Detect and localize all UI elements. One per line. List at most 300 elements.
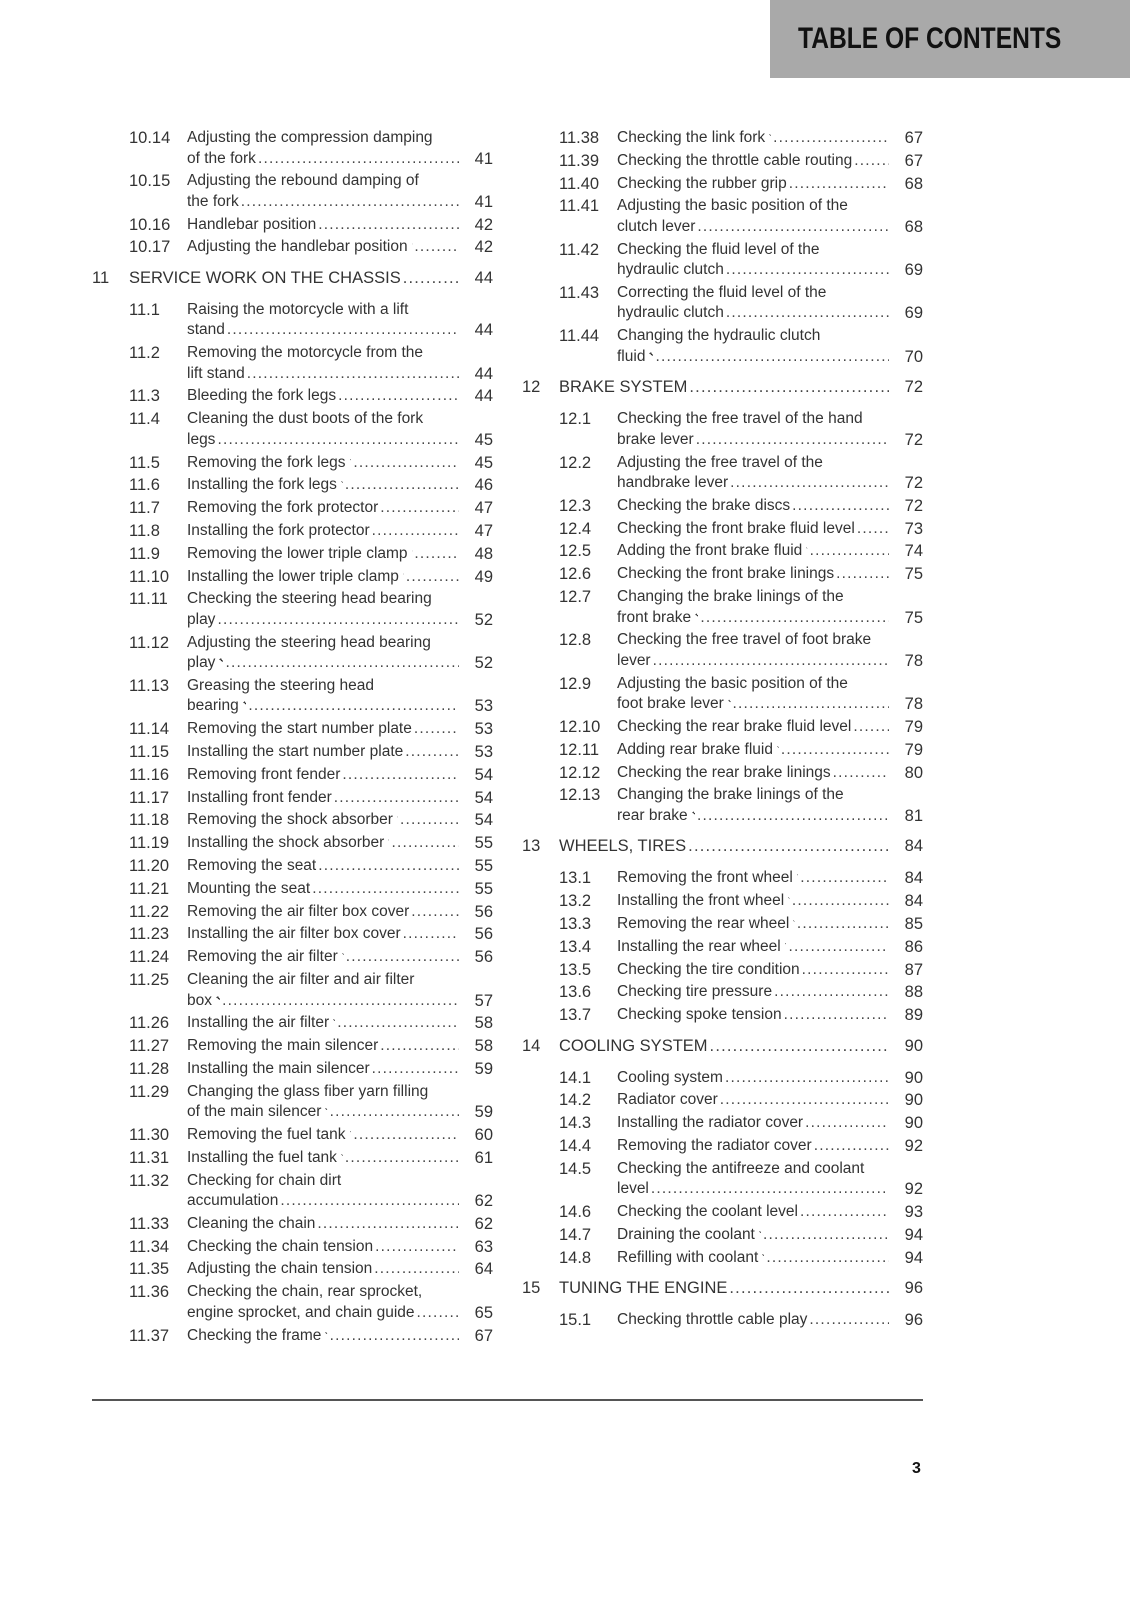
dot-leader: [405, 742, 459, 763]
section-number: 14.4: [559, 1137, 592, 1156]
toc-column-left: [92, 128, 493, 1348]
section-number: 14.5: [559, 1159, 592, 1178]
section-number: 11.27: [129, 1037, 170, 1056]
section-number: 11.18: [129, 811, 170, 830]
toc-entry[interactable]: [92, 1013, 493, 1034]
dot-leader: [248, 696, 459, 717]
toc-entry[interactable]: [522, 283, 923, 324]
section-title: Removing the rear wheel: [617, 914, 790, 932]
toc-column-right: [522, 128, 923, 1333]
toc-entry[interactable]: [92, 237, 493, 258]
dot-leader: [700, 608, 889, 629]
dot-leader: [330, 1326, 459, 1347]
toc-entry[interactable]: [92, 171, 493, 212]
section-page-number: 41: [474, 192, 493, 211]
section-page-number: 94: [904, 1225, 923, 1244]
section-number: 13.1: [559, 869, 592, 888]
dot-leader: [280, 1191, 459, 1212]
section-page-number: 55: [474, 879, 493, 898]
section-number: 11.3: [129, 387, 160, 406]
toc-entry[interactable]: [522, 326, 923, 367]
section-page-number: 84: [904, 869, 923, 888]
section-number: 11.42: [559, 240, 600, 259]
toc-entry[interactable]: [522, 1248, 923, 1269]
section-title: Checking the front brake linings: [617, 565, 835, 583]
section-title: box: [187, 991, 212, 1009]
section-number: 11.14: [129, 720, 170, 739]
wrench-icon: [759, 1225, 761, 1239]
section-page-number: 68: [904, 217, 923, 236]
dot-leader: [792, 496, 889, 517]
section-page-number: 42: [474, 238, 493, 257]
section-title: Removing the seat: [187, 857, 317, 875]
wrench-icon: [793, 914, 795, 928]
wrench-icon: [333, 1013, 335, 1027]
dot-leader: [222, 991, 459, 1012]
section-title: Installing the air filter: [187, 1014, 330, 1032]
section-page-number: 54: [474, 788, 493, 807]
section-page-number: 85: [904, 914, 923, 933]
section-number: 11.26: [129, 1014, 170, 1033]
dot-leader: [312, 879, 459, 900]
dot-leader: [375, 1237, 459, 1258]
toc-entry[interactable]: [92, 544, 493, 565]
section-number: 11.29: [129, 1082, 170, 1101]
toc-entry[interactable]: [92, 856, 493, 877]
toc-entry[interactable]: [522, 409, 923, 450]
section-page-number: 59: [474, 1103, 493, 1122]
section-number: 12.12: [559, 763, 601, 782]
section-number: 12.1: [559, 410, 592, 429]
dot-leader: [241, 192, 459, 213]
chapter-number: 13: [522, 837, 541, 856]
section-number: 14.2: [559, 1091, 592, 1110]
toc-entry[interactable]: [92, 128, 493, 169]
dot-leader: [729, 1277, 889, 1299]
toc-entry[interactable]: [522, 519, 923, 540]
dot-leader: [353, 453, 459, 474]
toc-entry[interactable]: [92, 498, 493, 519]
section-number: 10.14: [129, 129, 171, 147]
section-title: Adding the front brake fluid: [617, 542, 803, 560]
toc-chapter[interactable]: [522, 835, 923, 857]
section-number: 10.16: [129, 215, 171, 234]
section-title: Checking the rubber grip: [617, 174, 787, 192]
toc-chapter[interactable]: [522, 1277, 923, 1299]
toc-entry[interactable]: [522, 785, 923, 826]
section-number: 11.16: [129, 765, 170, 784]
toc-entry[interactable]: [92, 676, 493, 717]
section-title: Removing the motorcycle from the: [187, 344, 424, 362]
toc-entry[interactable]: [92, 300, 493, 341]
toc-entry[interactable]: [522, 717, 923, 738]
section-title: front brake: [617, 608, 692, 626]
section-number: 11.2: [129, 344, 160, 363]
section-page-number: 75: [904, 608, 923, 627]
dot-leader: [380, 498, 459, 519]
dot-leader: [781, 740, 889, 761]
toc-entry[interactable]: [92, 1259, 493, 1280]
toc-entry[interactable]: [522, 240, 923, 281]
section-title: Removing the main silencer: [187, 1037, 379, 1055]
section-page-number: 69: [904, 261, 923, 280]
section-title: Installing the front wheel: [617, 892, 785, 910]
toc-chapter[interactable]: [92, 267, 493, 289]
toc-entry[interactable]: [92, 1214, 493, 1235]
dot-leader: [733, 694, 889, 715]
section-page-number: 90: [904, 1091, 923, 1110]
toc-entry[interactable]: [92, 475, 493, 496]
toc-entry[interactable]: [522, 630, 923, 671]
toc-entry[interactable]: [92, 1237, 493, 1258]
section-title: Installing the start number plate: [187, 743, 404, 761]
section-page-number: 94: [904, 1248, 923, 1267]
section-page-number: 52: [474, 610, 493, 629]
section-page-number: 84: [904, 892, 923, 911]
section-number: 11.31: [129, 1148, 170, 1167]
section-title: rear brake: [617, 806, 688, 824]
section-number: 11.33: [129, 1214, 170, 1233]
section-page-number: 60: [474, 1126, 493, 1144]
section-number: 11.35: [129, 1260, 170, 1279]
toc-entry[interactable]: [92, 947, 493, 968]
section-title: Adjusting the rebound damping of: [187, 172, 419, 190]
section-title: engine sprocket, and chain guide: [187, 1303, 415, 1321]
section-number: 11.21: [129, 879, 170, 898]
dot-leader: [403, 267, 459, 289]
section-page-number: 55: [474, 857, 493, 876]
chapter-page-number: 44: [474, 268, 493, 287]
toc-entry[interactable]: [522, 151, 923, 172]
section-title: Checking the free travel of the hand: [617, 410, 863, 428]
section-title: Installing the fork protector: [187, 521, 370, 539]
toc-entry[interactable]: [92, 924, 493, 945]
section-number: 11.1: [129, 300, 160, 319]
toc-entry[interactable]: [92, 719, 493, 740]
section-number: 10.15: [129, 172, 171, 191]
section-page-number: 58: [474, 1014, 493, 1033]
section-title: Adjusting the basic position of the: [617, 674, 848, 692]
wrench-icon: [403, 567, 404, 581]
dot-leader: [697, 217, 889, 238]
section-title: play: [187, 610, 216, 628]
toc-chapter[interactable]: [522, 1035, 923, 1057]
section-number: 11.6: [129, 476, 160, 495]
section-number: 11.13: [129, 676, 170, 695]
section-title: Checking the steering head bearing: [187, 590, 432, 608]
toc-entry[interactable]: [522, 937, 923, 958]
section-title: Checking the rear brake linings: [617, 763, 831, 781]
section-page-number: 92: [904, 1137, 923, 1156]
section-number: 13.3: [559, 914, 592, 933]
toc-entry[interactable]: [522, 763, 923, 784]
toc-entry[interactable]: [92, 589, 493, 630]
section-title: Checking the frame: [187, 1326, 322, 1344]
toc-entry[interactable]: [522, 174, 923, 195]
toc-entry[interactable]: [522, 1068, 923, 1089]
section-page-number: 72: [904, 474, 923, 493]
dot-leader: [789, 174, 889, 195]
toc-entry[interactable]: [92, 1171, 493, 1212]
wrench-icon: [412, 544, 413, 558]
section-title: Checking for chain dirt: [187, 1171, 342, 1189]
toc-entry[interactable]: [92, 1125, 493, 1146]
toc-entry[interactable]: [522, 740, 923, 761]
dot-leader: [338, 386, 459, 407]
section-title: Handlebar position: [187, 215, 317, 233]
section-title: Adjusting the basic position of the: [617, 197, 848, 215]
section-title: Changing the brake linings of the: [617, 588, 844, 606]
section-number: 11.15: [129, 743, 170, 762]
dot-leader: [797, 914, 889, 935]
section-title: stand: [187, 321, 225, 339]
toc-entry[interactable]: [522, 1310, 923, 1331]
section-title: Checking the antifreeze and coolant: [617, 1159, 865, 1177]
section-number: 13.6: [559, 983, 592, 1002]
dot-leader: [346, 947, 459, 968]
toc-entry[interactable]: [92, 742, 493, 763]
toc-entry[interactable]: [522, 453, 923, 494]
section-title: Checking the brake discs: [617, 496, 791, 514]
section-number: 11.7: [129, 499, 160, 518]
toc-entry[interactable]: [92, 1282, 493, 1323]
section-title: brake lever: [617, 430, 694, 448]
dot-leader: [833, 763, 889, 784]
section-number: 11.36: [129, 1283, 170, 1302]
dot-leader: [406, 567, 459, 588]
page-number: 3: [912, 1460, 921, 1477]
dot-leader: [403, 924, 459, 945]
toc-entry[interactable]: [522, 128, 923, 149]
toc-entry[interactable]: [522, 891, 923, 912]
section-page-number: 58: [474, 1037, 493, 1056]
dot-leader: [689, 376, 889, 398]
dot-leader: [854, 151, 889, 172]
section-number: 13.7: [559, 1006, 592, 1025]
dot-leader: [763, 1225, 889, 1246]
toc-entry[interactable]: [522, 1136, 923, 1157]
section-title: Checking tire pressure: [617, 983, 773, 1001]
toc-entry[interactable]: [92, 453, 493, 474]
toc-entry[interactable]: [92, 633, 493, 674]
toc-entry[interactable]: [522, 196, 923, 237]
toc-entry[interactable]: [522, 914, 923, 935]
dot-leader: [414, 237, 459, 258]
toc-entry[interactable]: [92, 521, 493, 542]
section-title: Cooling system: [617, 1068, 723, 1086]
section-number: 12.9: [559, 674, 592, 693]
section-page-number: 47: [474, 499, 493, 518]
section-title: Checking the free travel of foot brake: [617, 631, 872, 649]
toc-entry[interactable]: [92, 810, 493, 831]
section-page-number: 69: [904, 304, 923, 323]
section-page-number: 65: [474, 1303, 493, 1322]
chapter-number: 15: [522, 1279, 541, 1298]
section-page-number: 81: [904, 806, 923, 825]
toc-entry[interactable]: [522, 982, 923, 1003]
section-number: 14.8: [559, 1248, 592, 1267]
section-number: 11.30: [129, 1126, 170, 1144]
section-number: 13.4: [559, 937, 592, 956]
toc-entry[interactable]: [522, 496, 923, 517]
dot-leader: [414, 544, 459, 565]
section-number: 12.7: [559, 588, 592, 607]
section-number: 11.41: [559, 197, 600, 216]
section-title: Checking the fluid level of the: [617, 240, 820, 258]
toc-entry[interactable]: [92, 215, 493, 236]
toc-entry[interactable]: [92, 1148, 493, 1169]
section-page-number: 44: [474, 321, 493, 340]
section-title: fluid: [617, 347, 646, 365]
wrench-icon: [788, 891, 790, 905]
section-page-number: 93: [904, 1203, 923, 1222]
wrench-icon: [649, 347, 653, 361]
toc-entry[interactable]: [92, 902, 493, 923]
section-page-number: 72: [904, 430, 923, 449]
section-page-number: 74: [904, 542, 923, 561]
dot-leader: [411, 902, 459, 923]
section-title: Installing the radiator cover: [617, 1114, 804, 1132]
section-title: Draining the coolant: [617, 1225, 755, 1243]
toc-entry[interactable]: [92, 765, 493, 786]
toc-entry[interactable]: [522, 1202, 923, 1223]
section-page-number: 46: [474, 476, 493, 495]
toc-entry[interactable]: [522, 541, 923, 562]
section-number: 11.24: [129, 948, 170, 967]
header-banner: [770, 0, 1130, 78]
dot-leader: [774, 982, 889, 1003]
section-title: foot brake lever: [617, 695, 724, 713]
dot-leader: [784, 1005, 889, 1026]
toc-entry[interactable]: [522, 1159, 923, 1200]
toc-entry[interactable]: [92, 970, 493, 1011]
section-page-number: 49: [474, 567, 493, 586]
toc-entry[interactable]: [92, 1059, 493, 1080]
section-title: hydraulic clutch: [617, 304, 724, 322]
dot-leader: [247, 364, 459, 385]
section-page-number: 54: [474, 765, 493, 784]
chapter-number: 14: [522, 1036, 541, 1055]
toc-chapter[interactable]: [522, 376, 923, 398]
toc-entry[interactable]: [92, 567, 493, 588]
dot-leader: [766, 1248, 889, 1269]
section-title: lift stand: [187, 364, 245, 382]
toc-entry[interactable]: [92, 386, 493, 407]
toc-entry[interactable]: [522, 868, 923, 889]
section-page-number: 75: [904, 565, 923, 584]
toc-entry[interactable]: [92, 788, 493, 809]
toc-entry[interactable]: [522, 960, 923, 981]
dot-leader: [688, 835, 889, 857]
wrench-icon: [216, 991, 220, 1005]
toc-entry[interactable]: [92, 343, 493, 384]
section-number: 11.39: [559, 151, 600, 170]
section-page-number: 92: [904, 1180, 923, 1199]
wrench-icon: [806, 541, 807, 555]
section-title: Removing the lower triple clamp: [187, 544, 408, 562]
toc-entry[interactable]: [522, 674, 923, 715]
section-title: Removing the start number plate: [187, 720, 412, 738]
section-title: Changing the brake linings of the: [617, 786, 844, 804]
section-title: Correcting the fluid level of the: [617, 283, 827, 301]
wrench-icon: [243, 696, 247, 710]
dot-leader: [857, 519, 889, 540]
section-title: Mounting the seat: [187, 879, 311, 897]
section-title: Installing front fender: [187, 788, 332, 806]
section-page-number: 62: [474, 1214, 493, 1233]
section-title: of the main silencer: [187, 1103, 322, 1121]
section-title: Adjusting the steering head bearing: [187, 633, 431, 651]
section-number: 11.34: [129, 1237, 170, 1256]
toc-entry[interactable]: [92, 1326, 493, 1347]
section-title: Checking the front brake fluid level: [617, 519, 855, 537]
toc-entry[interactable]: [522, 1090, 923, 1111]
toc-entry[interactable]: [92, 879, 493, 900]
section-number: 11.44: [559, 327, 600, 346]
section-title: lever: [617, 651, 651, 669]
section-page-number: 52: [474, 654, 493, 673]
dot-leader: [225, 653, 459, 674]
section-title: Installing the fork legs: [187, 476, 337, 494]
section-page-number: 53: [474, 720, 493, 739]
section-page-number: 79: [904, 717, 923, 736]
section-page-number: 41: [474, 149, 493, 168]
toc-entry[interactable]: [522, 587, 923, 628]
dot-leader: [372, 521, 459, 542]
section-page-number: 44: [474, 387, 493, 406]
dot-leader: [217, 430, 459, 451]
dot-leader: [345, 475, 459, 496]
section-page-number: 72: [904, 496, 923, 515]
section-title: Removing the front wheel: [617, 869, 793, 887]
section-title: Removing front fender: [187, 765, 341, 783]
toc-entry[interactable]: [92, 409, 493, 450]
section-title: Adjusting the free travel of the: [617, 453, 823, 471]
section-title: Checking the coolant level: [617, 1203, 798, 1221]
wrench-icon: [797, 868, 799, 882]
section-title: Refilling with coolant: [617, 1248, 759, 1266]
dot-leader: [800, 1202, 889, 1223]
section-title: Installing the shock absorber: [187, 834, 385, 852]
dot-leader: [400, 810, 459, 831]
section-page-number: 44: [474, 364, 493, 383]
toc-entry[interactable]: [522, 1113, 923, 1134]
section-number: 11.20: [129, 857, 170, 876]
section-page-number: 73: [904, 519, 923, 538]
section-page-number: 70: [904, 347, 923, 366]
toc-entry[interactable]: [522, 1005, 923, 1026]
section-page-number: 56: [474, 902, 493, 921]
wrench-icon: [388, 833, 389, 847]
dot-leader: [417, 1303, 460, 1324]
wrench-icon: [397, 810, 398, 824]
section-number: 11.28: [129, 1059, 170, 1078]
toc-entry[interactable]: [92, 1082, 493, 1123]
section-title: Cleaning the dust boots of the fork: [187, 410, 424, 428]
wrench-icon: [325, 1326, 327, 1340]
toc-entry[interactable]: [522, 1225, 923, 1246]
section-number: 10.17: [129, 238, 171, 257]
section-number: 11.40: [559, 174, 600, 193]
section-page-number: 48: [474, 544, 493, 563]
dot-leader: [696, 430, 889, 451]
section-number: 11.43: [559, 283, 600, 302]
section-number: 14.3: [559, 1114, 592, 1133]
dot-leader: [788, 937, 889, 958]
toc-entry[interactable]: [92, 1036, 493, 1057]
toc-entry[interactable]: [522, 564, 923, 585]
toc-entry[interactable]: [92, 833, 493, 854]
